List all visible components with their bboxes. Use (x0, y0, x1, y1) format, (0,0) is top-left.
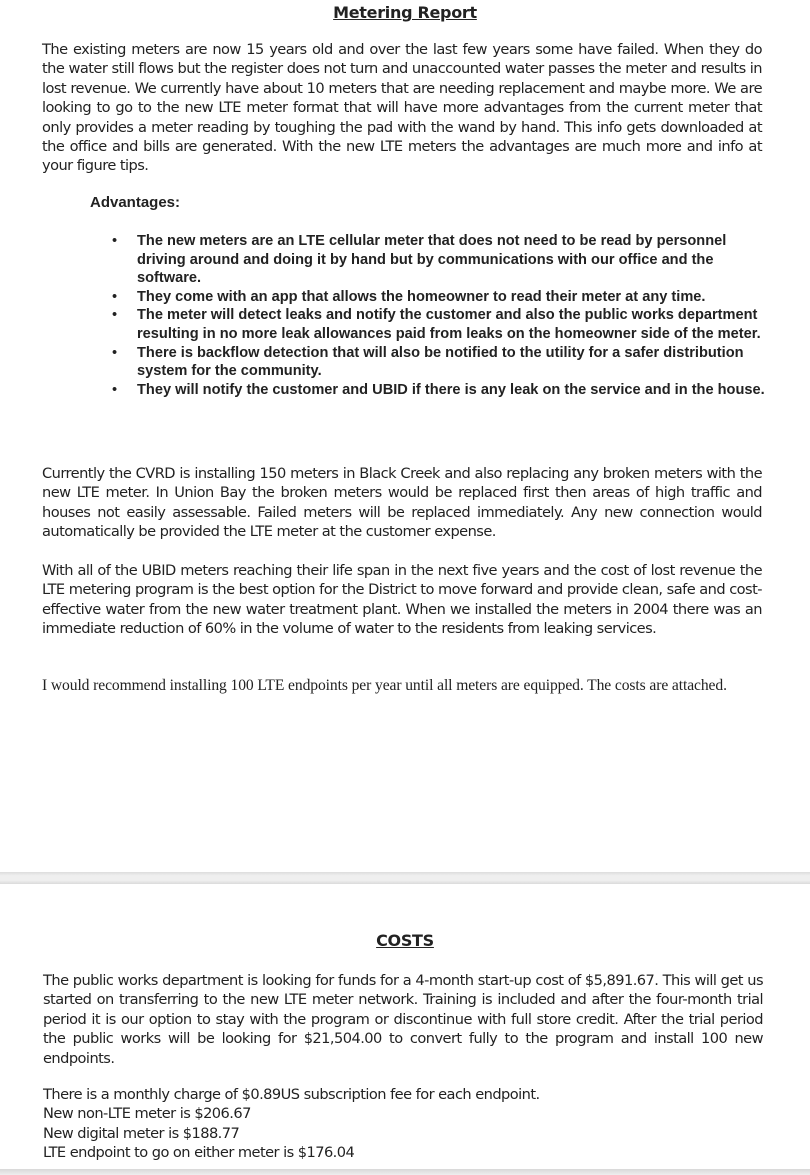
advantages-list (112, 232, 772, 399)
bullet-icon: • (112, 288, 118, 305)
advantage-item: • The meter will detect leaks and notify the customer and also the public works department resulting in no more leak allowances paid from leaks on the homeowner side of the meter. (112, 307, 761, 342)
digital-meter-cost-line: New digital meter is $188.77 (43, 1124, 240, 1142)
lifespan-paragraph: With all of the UBID meters reaching their life span in the next five years and the cost of lost revenue the LTE metering program is the best option for the District to move forward and provide clean, safe and cost-effective water from the new water treatment plant. When we installed the meters in 2004 there was an immediate reduction of 60% in the volume of water to the residents from leaking services. (42, 562, 762, 638)
cost-lines (43, 1085, 540, 1163)
advantage-item: • They will notify the customer and UBID if there is any leak on the service and in the house. (112, 381, 765, 398)
advantages-heading: Advantages: (90, 194, 181, 211)
intro-paragraph: The existing meters are now 15 years old and over the last few years some have failed. When they do the water still flows but the register does not turn and unaccounted water passes the meter and results in lost revenue. We currently have about 10 meters that are needing replacement and maybe more. We are looking to go to the new LTE meter format that will have more advantages from the current meter that only provides a meter reading by toughing the pad with the wand by hand. This info gets downloaded at the office and bills are generated. With the new LTE meters the advantages are much more and info at your figure tips. (42, 41, 762, 175)
advantage-item: • There is backflow detection that will also be notified to the utility for a safer distribution system for the community. (112, 344, 744, 380)
page-bottom-edge (0, 1169, 810, 1175)
bullet-icon: • (112, 381, 118, 398)
non-lte-meter-cost-line: New non-LTE meter is $206.67 (43, 1105, 251, 1123)
costs-title: COSTS (376, 931, 434, 950)
advantage-item: • The new meters are an LTE cellular meter that does not need to be read by personnel driving around and doing it by hand but by communications with our office and the software. (112, 233, 727, 287)
lte-endpoint-cost-line: LTE endpoint to go on either meter is $176.04 (43, 1144, 355, 1162)
advantage-item: • They come with an app that allows the homeowner to read their meter at any time. (112, 288, 706, 305)
subscription-fee-line: There is a monthly charge of $0.89US subscription fee for each endpoint. (43, 1086, 540, 1103)
bullet-icon: • (112, 307, 118, 324)
currently-paragraph: Currently the CVRD is installing 150 meters in Black Creek and also replacing any broken meters with the new LTE meter. In Union Bay the broken meters would be replaced first then areas of high traffic and houses not easily assessable. Failed meters will be replaced immediately. Any new connection would automatically be provided the LTE meter at the customer expense. (42, 465, 762, 541)
bullet-icon: • (112, 233, 118, 249)
report-title: Metering Report (333, 3, 477, 22)
funding-paragraph: The public works department is looking for funds for a 4-month start-up cost of $5,891.67. This will get us started on transferring to the new LTE meter network. Training is included and after the four-month trial period it is our option to stay with the program or discontinue with full store credit. After the trial period the public works will be looking for $21,504.00 to convert fully to the program and install 100 new endpoints. (43, 972, 763, 1067)
bullet-icon: • (112, 344, 118, 361)
recommendation-paragraph: I would recommend installing 100 LTE endpoints per year until all meters are equipped. The costs are attached. (42, 677, 727, 694)
page-break (0, 872, 810, 884)
